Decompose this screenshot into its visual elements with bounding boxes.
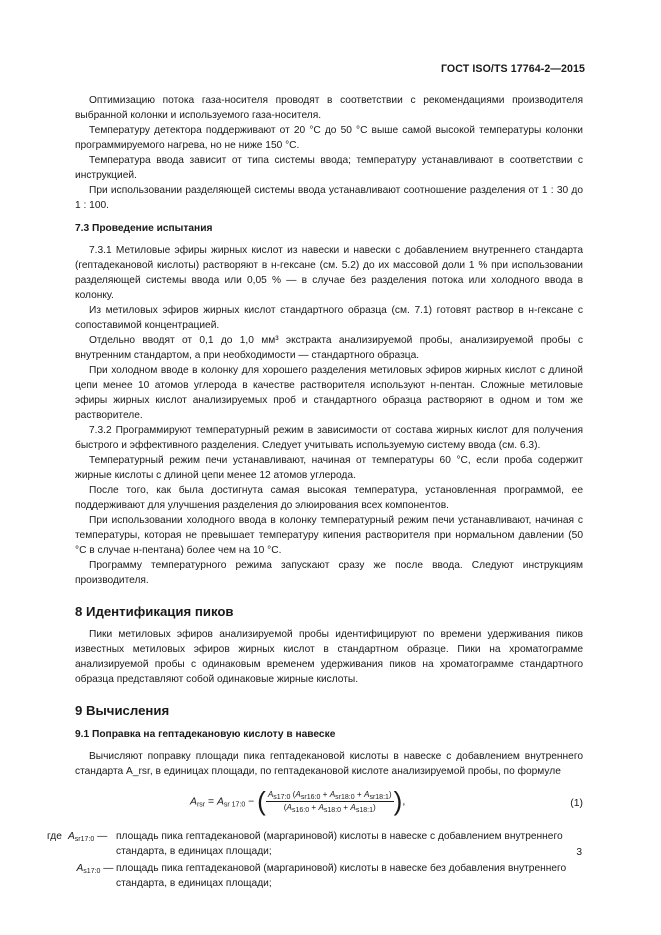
paragraph: Пики метиловых эфиров анализируемой пробы идентифицируют по времени удерживания пиков известных метиловых эфиров жирных кислот в стандартном образце. Пики на хроматограмме анализируемой пробы с одинаковым временем удерживания пиков на хроматограмме стандартного образца представляют собой одинаковые жирные кислоты. [75,629,583,685]
paragraph: Температура ввода зависит от типа системы ввода; температуру устанавливают в соответствии с инструкцией. [75,155,583,181]
definition-symbol-render: $A_{s17:0}$ — [76,863,114,875]
paragraph: При использовании разделяющей системы ввода устанавливают соотношение разделения от 1 : 30 до 1 : 100. [75,185,583,211]
section-heading: 7.3 Проведение испытания [75,223,213,234]
section-heading: 8 Идентификация пиков [75,604,234,619]
definition-symbol-render: $A_{sr17:0}$ — [68,831,108,843]
section-heading: 9 Вычисления [75,703,170,718]
definition-row [75,861,583,889]
where-label: где [47,831,62,842]
document-header: ГОСТ ISO/TS 17764-2—2015 [440,63,585,75]
paragraph: Программу температурного режима запускают сразу же после ввода. Следуют инструкциям производителя. [75,560,583,586]
paragraph: 7.3.2 Программируют температурный режим в зависимости от состава жирных кислот для получения быстрого и эффективного разделения. Следует учитывать используемую систему ввода (см. 6.3). [75,425,583,451]
definition-text: площадь пика гептадекановой (маргариновой) кислоты в навеске с добавлением внутреннего стандарта, в единицах площади; [116,831,563,857]
formula-number: (1) [570,798,583,809]
subsection-heading: 9.1 Поправка на гептадекановую кислоту в навеске [75,729,336,740]
formula-expression: $A_{rsr} = A_{sr 17:0}$ − ( $\frac{A_{s17:0} (A_{sr16:0} + A_{sr18:0} + A_{sr18:1})}{(A_{s16:0} + A_{s18:0} + A_{s18:1})}$ ), [190,786,406,816]
paragraph: При использовании холодного ввода в колонку температурный режим печи устанавливают, начиная с температуры, которая не превышает температуру кипения растворителя при нормальном давлении (50 °С в случае н-пентана) более чем на 10 °С. [75,515,583,556]
paragraph: При холодном вводе в колонку для хорошего разделения метиловых эфиров жирных кислот с длиной цепи менее 10 атомов углерода в качестве растворителя используют н-пентан. Сложные метиловые эфиры жирных кислот анализируемых проб и стандартного образца растворяют в одном и том же растворителе. [75,365,583,421]
definition-text: площадь пика гептадекановой (маргариновой) кислоты в навеске без добавления внутреннего стандарта, в единицах площади; [116,863,567,889]
page-number: 3 [576,847,582,858]
paragraph: После того, как была достигнута самая высокая температура, установленная программой, ее поддерживают для улучшения разделения до элюирования всех компонентов. [75,485,583,511]
paragraph: Вычисляют поправку площади пика гептадекановой кислоты в навеске с добавлением внутреннего стандарта A_rsr, в единицах площади, по гептадекановой кислоте анализируемой пробы, по формуле [75,751,583,777]
formula [75,787,583,823]
paragraph: Из метиловых эфиров жирных кислот стандартного образца (см. 7.1) готовят раствор в н-гексане с сопоставимой концентрацией. [75,305,583,331]
paragraph: Оптимизацию потока газа-носителя проводят в соответствии с рекомендациями производителя выбранной колонки и используемого газа-носителя. [75,95,583,121]
paragraph: 7.3.1 Метиловые эфиры жирных кислот из навески и навески с добавлением внутреннего стандарта (гептадекановой кислоты) растворяют в н-гексане (см. 5.2) до их массовой доли 1 % при использовании разделяющей системы ввода или 0,05 % — в случае без разделения потока или холодного ввода в колонку. [75,245,583,301]
definition-row [47,829,583,857]
paragraph: Температуру детектора поддерживают от 20 °С до 50 °С выше самой высокой температуры колонки программируемого нагрева, но не ниже 150 °С. [75,125,583,151]
paragraph: Отдельно вводят от 0,1 до 1,0 мм³ экстракта анализируемой пробы, анализируемой пробы с внутренним стандартом, а при необходимости — стандартного образца. [75,335,583,361]
document-body [47,93,583,889]
paragraph: Температурный режим печи устанавливают, начиная от температуры 60 °С, если проба содержит жирные кислоты с длиной цепи менее 12 атомов углерода. [75,455,583,481]
